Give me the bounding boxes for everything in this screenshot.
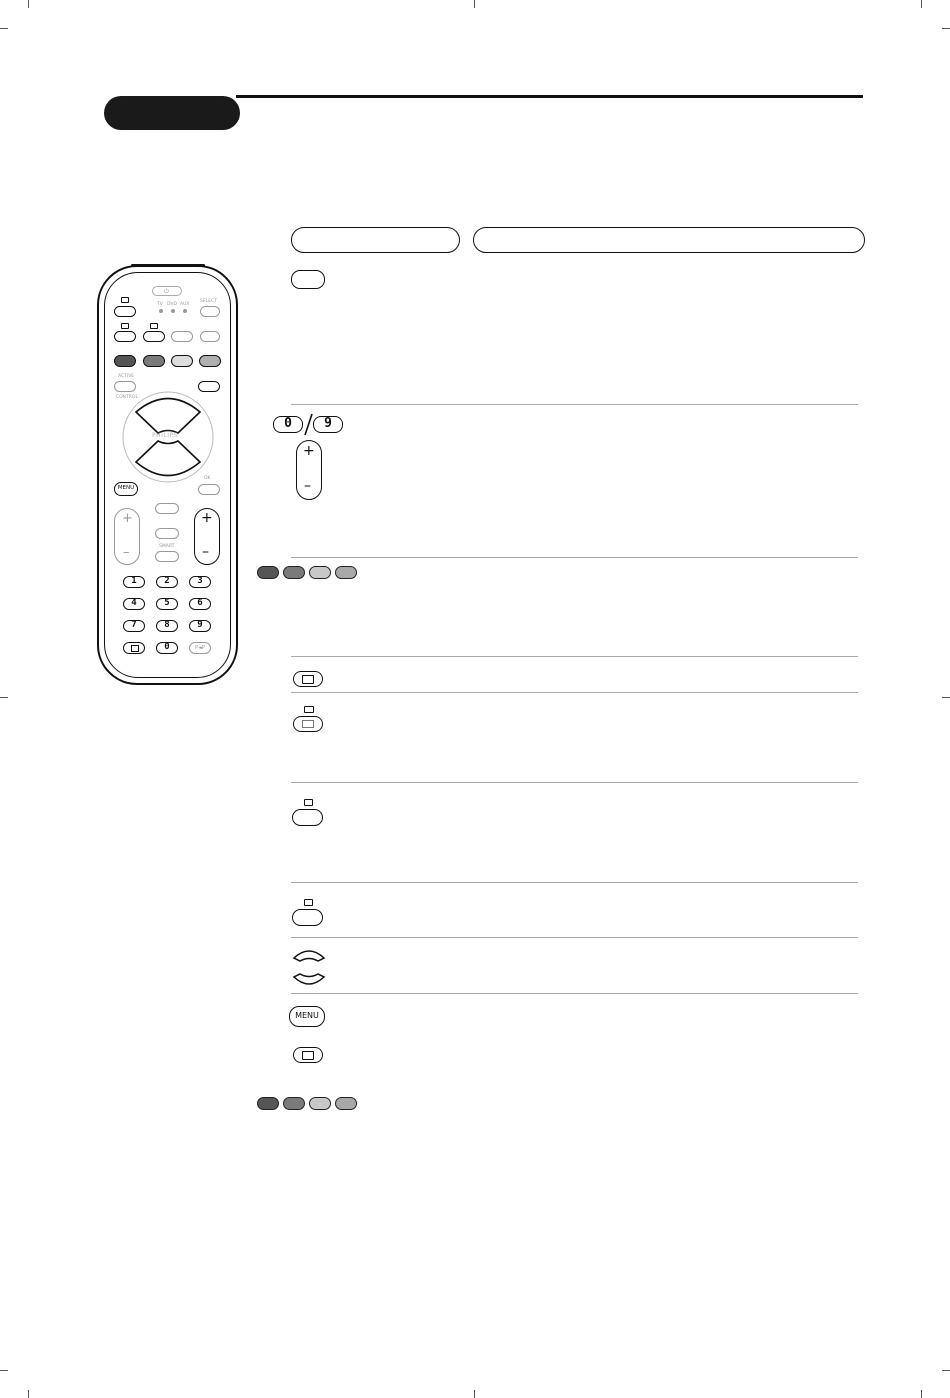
dual-screen-button[interactable] — [143, 331, 165, 342]
remote-digit-4[interactable]: 4 — [123, 598, 145, 610]
select-button[interactable] — [200, 306, 220, 317]
key-programme-rocker: + – — [296, 440, 322, 500]
remote-digit-9[interactable]: 9 — [189, 620, 211, 632]
divider — [291, 782, 858, 783]
blue-key — [335, 566, 357, 579]
source-label-aux: AUX — [180, 302, 190, 307]
column-header-description — [473, 227, 865, 253]
divider — [291, 993, 858, 994]
crop-mark — [921, 0, 922, 8]
active-control-sublabel: CONTROL — [116, 395, 138, 400]
ok-label: OK — [204, 476, 211, 481]
divider — [291, 937, 858, 938]
source-led-tv — [159, 309, 163, 313]
select-label: SELECT — [200, 299, 217, 304]
remote-digit-0[interactable]: 0 — [156, 642, 178, 654]
clock-button[interactable] — [200, 331, 220, 342]
remote-digit-6[interactable]: 6 — [189, 598, 211, 610]
crop-mark — [28, 1390, 29, 1398]
remote-digit-7[interactable]: 7 — [123, 620, 145, 632]
smart-picture-button[interactable] — [155, 551, 179, 562]
remote-red-button[interactable] — [114, 355, 136, 367]
volume-rocker[interactable]: + – — [114, 508, 140, 565]
remote-blue-button[interactable] — [199, 355, 221, 367]
screen-format-button[interactable] — [114, 331, 136, 342]
blue-key — [335, 1097, 357, 1110]
crop-mark — [942, 1370, 950, 1371]
divider — [291, 656, 858, 657]
sound-mode-button[interactable] — [155, 528, 179, 539]
active-label: ACTIVE — [118, 374, 135, 379]
remote-freeze-button[interactable] — [123, 642, 145, 654]
remote-menu-button[interactable]: MENU — [114, 482, 138, 496]
dual-screen-icon — [304, 799, 313, 806]
column-header-keys — [291, 227, 460, 253]
red-key — [257, 566, 279, 579]
crop-mark — [474, 0, 475, 8]
standby-button[interactable]: ⏻ — [152, 286, 182, 296]
green-key — [283, 566, 305, 579]
remote-digit-2[interactable]: 2 — [156, 576, 178, 588]
yellow-key — [309, 1097, 331, 1110]
crop-mark — [921, 1390, 922, 1398]
key-screen-format — [293, 716, 323, 732]
key-menu: MENU — [289, 1006, 325, 1027]
key-digit-0: 0 — [273, 416, 303, 433]
key-dual-screen — [292, 809, 323, 826]
crop-mark — [0, 697, 8, 698]
section-tab — [104, 96, 240, 130]
mute-button[interactable] — [155, 503, 179, 514]
teletext-button[interactable] — [114, 306, 136, 317]
teletext-icon — [304, 899, 313, 906]
screen-format-icon — [121, 323, 129, 329]
source-led-aux — [183, 309, 187, 313]
programme-rocker[interactable]: + – — [194, 508, 220, 565]
source-led-dvd — [171, 309, 175, 313]
remote-digit-3[interactable]: 3 — [189, 576, 211, 588]
crop-mark — [0, 28, 8, 29]
divider — [291, 557, 858, 558]
cursor-down-button — [136, 441, 200, 476]
cursor-down-icon — [292, 972, 326, 989]
green-key — [283, 1097, 305, 1110]
crop-mark — [0, 1370, 8, 1371]
cursor-up-button — [136, 399, 200, 434]
key-freeze — [293, 671, 323, 687]
remote-green-button[interactable] — [143, 355, 165, 367]
key-freeze-2 — [293, 1047, 323, 1063]
screen-format-icon — [304, 706, 314, 713]
source-label-dvd: DVD — [167, 302, 177, 307]
smart-label: SMART — [159, 544, 175, 549]
cursor-up-icon — [292, 946, 326, 963]
divider — [291, 882, 858, 883]
ir-window — [131, 264, 205, 267]
key-teletext — [292, 909, 323, 926]
teletext-icon — [121, 297, 129, 303]
remote-yellow-button[interactable] — [171, 355, 193, 367]
remote-digit-5[interactable]: 5 — [156, 598, 178, 610]
brand-logo: PHILIPS — [152, 432, 178, 439]
red-key — [257, 1097, 279, 1110]
source-label-tv: TV — [157, 302, 163, 307]
divider — [291, 404, 858, 405]
crop-mark — [942, 28, 950, 29]
divider — [291, 692, 858, 693]
remote-digit-8[interactable]: 8 — [156, 620, 178, 632]
crop-mark — [28, 0, 29, 8]
crop-mark — [942, 697, 950, 698]
remote-digit-1[interactable]: 1 — [123, 576, 145, 588]
dual-screen-icon — [150, 323, 158, 329]
remote-previous-programme-button[interactable]: P◄P — [189, 642, 211, 654]
header-rule — [236, 95, 863, 98]
ok-button[interactable] — [198, 484, 220, 495]
yellow-key — [309, 566, 331, 579]
key-standby — [291, 270, 325, 289]
info-button[interactable] — [171, 331, 193, 342]
key-digit-9: 9 — [313, 416, 343, 433]
crop-mark — [474, 1390, 475, 1398]
